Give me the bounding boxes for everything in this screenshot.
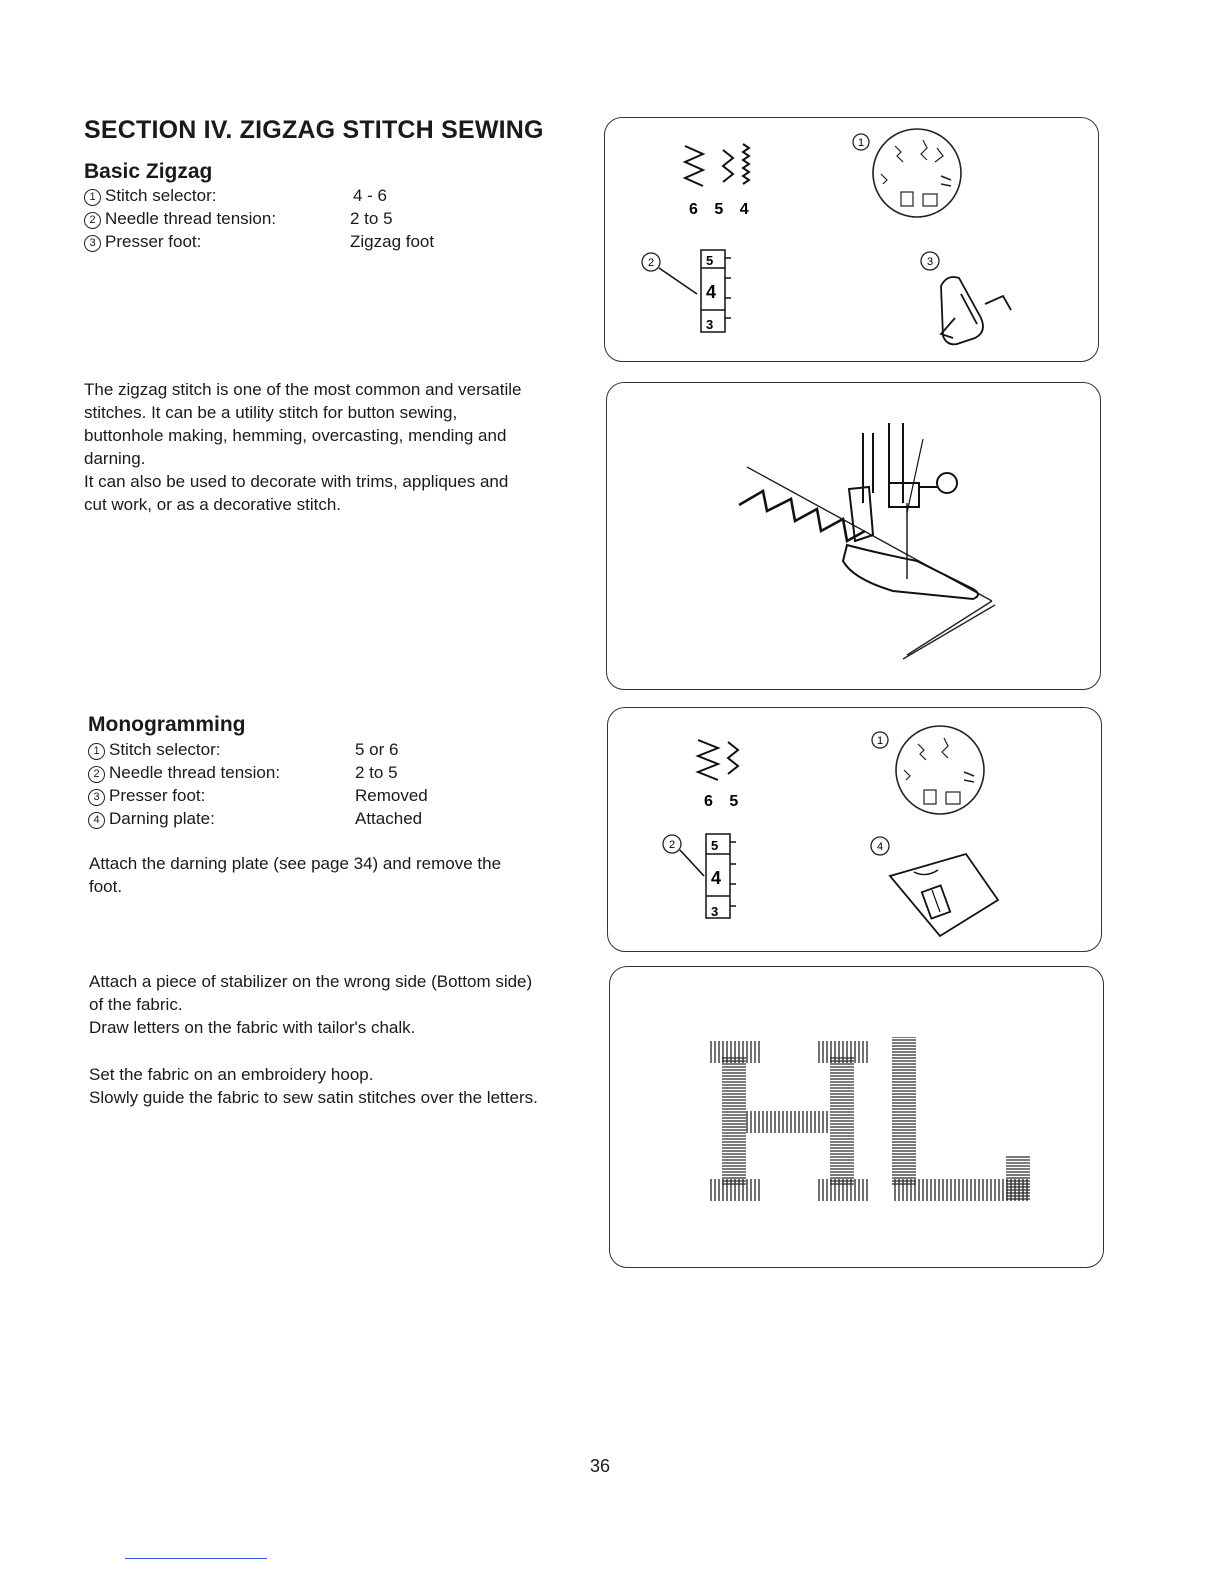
callout-1-icon <box>853 134 869 150</box>
figure-zigzag-sewing-drawing <box>607 383 1100 689</box>
presser-foot-needle-icon <box>843 423 978 599</box>
svg-text:2: 2 <box>647 257 655 269</box>
spec-value: 4 - 6 <box>353 186 388 205</box>
spec-label: Needle thread tension: <box>109 763 281 782</box>
spec-value: Removed <box>355 786 428 805</box>
spec-label: Stitch selector: <box>105 186 217 205</box>
figure-basic-settings-drawing <box>605 118 1098 361</box>
stitch-numbers: 6 5 4 <box>689 201 755 218</box>
basic-zigzag-title: Basic Zigzag <box>84 160 213 183</box>
callout-1-icon <box>872 732 888 748</box>
spec-label: Darning plate: <box>109 809 215 828</box>
figure-zigzag-sewing <box>606 382 1101 690</box>
basic-paragraph: The zigzag stitch is one of the most common and versatile stitches. It can be a utility stitch for button sewing, buttonhole making, hemming, overcasting, mending and darning. It can also be used to decorate with trims, appliques and cut work, or as a decorative stitch. <box>84 380 522 514</box>
svg-text:4: 4 <box>706 282 717 302</box>
callout-number: 1 <box>88 743 105 760</box>
callout-2-icon <box>642 253 660 271</box>
spec-value: 2 to 5 <box>355 763 398 782</box>
svg-text:4: 4 <box>711 868 722 888</box>
stitch-numbers: 6 5 <box>704 793 745 810</box>
figure-monogram-settings-drawing <box>608 708 1101 951</box>
svg-text:5: 5 <box>711 838 719 853</box>
svg-text:4: 4 <box>876 841 884 853</box>
zigzag-stitch-symbol-icon <box>698 740 738 780</box>
svg-text:2: 2 <box>668 839 676 851</box>
spec-label: Presser foot: <box>105 232 202 251</box>
figure-monogram-letters <box>609 966 1104 1268</box>
callout-4-icon <box>871 837 889 855</box>
stitch-selector-dial-icon <box>896 726 984 814</box>
callout-number: 3 <box>84 235 101 252</box>
svg-text:3: 3 <box>706 317 714 332</box>
callout-number: 3 <box>88 789 105 806</box>
stitch-selector-dial-icon <box>873 129 961 217</box>
callout-number: 1 <box>84 189 101 206</box>
callout-number: 2 <box>88 766 105 783</box>
spec-value: 2 to 5 <box>350 209 393 228</box>
zigzag-seam-icon <box>739 491 865 541</box>
monogram-paragraph-3: Set the fabric on an embroidery hoop. Slowly guide the fabric to sew satin stitches over the letters. <box>89 1065 538 1107</box>
section-title: SECTION IV. ZIGZAG STITCH SEWING <box>84 116 544 144</box>
figure-basic-settings <box>604 117 1099 362</box>
page-number: 36 <box>590 1456 611 1476</box>
spec-label: Stitch selector: <box>109 740 221 759</box>
svg-text:1: 1 <box>857 137 865 149</box>
monogramming-title: Monogramming <box>88 713 246 736</box>
darning-plate-icon <box>890 854 998 936</box>
svg-text:3: 3 <box>711 904 719 919</box>
monogram-hl-icon <box>610 967 1103 1267</box>
monogram-paragraph-2: Attach a piece of stabilizer on the wrong side (Bottom side) of the fabric. Draw letters on the fabric with tailor's chalk. <box>89 972 533 1037</box>
monogram-paragraph-1: Attach the darning plate (see page 34) and remove the foot. <box>89 854 502 896</box>
svg-text:5: 5 <box>706 253 714 268</box>
footer-rule <box>125 1558 267 1559</box>
letter-l-icon <box>892 1037 1030 1201</box>
callout-3-icon <box>921 252 939 270</box>
svg-text:1: 1 <box>876 735 884 747</box>
figure-monogram-settings <box>607 707 1102 952</box>
callout-2-icon <box>663 835 681 853</box>
spec-label: Needle thread tension: <box>105 209 277 228</box>
letter-h-icon <box>708 1041 868 1201</box>
callout-number: 2 <box>84 212 101 229</box>
fabric-icon <box>747 467 995 659</box>
spec-value: 5 or 6 <box>355 740 399 759</box>
zigzag-stitch-symbol-icon <box>685 144 749 186</box>
spec-label: Presser foot: <box>109 786 206 805</box>
zigzag-presser-foot-icon <box>941 277 1011 344</box>
spec-value: Zigzag foot <box>350 232 435 251</box>
spec-value: Attached <box>355 809 423 828</box>
svg-text:3: 3 <box>926 256 934 268</box>
callout-number: 4 <box>88 812 105 829</box>
